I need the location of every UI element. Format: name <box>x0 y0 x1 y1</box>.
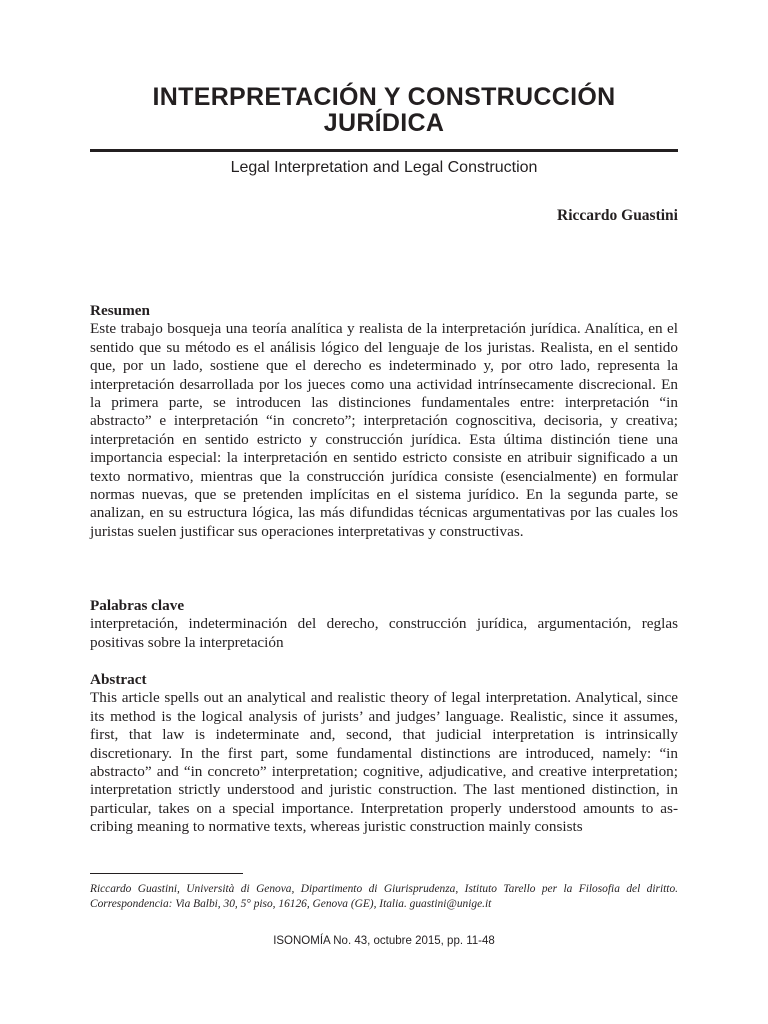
resumen-heading: Resumen <box>90 302 150 319</box>
keywords-heading: Palabras clave <box>90 597 185 614</box>
abstract-paragraph: This article spells out an analytical and realistic theory of legal interpretation. Analytical, since its method is the logical analysis of jurists’ and judges’ language. Realistic, since it assumes, first, that law is indeterminate and, second, that judicial interpretation is intrinsically discretionary. In the first part, some fundamental distinctions are introduced, namely: “in abstracto” and “in concreto” interpretation; cognitive, adjudicative, and creative interpretation; interpretation strictly understood and juristic construction. The last mentioned distinction, in particular, takes on a special importance. Interpretation properly understood amounts to ascribing meaning to normative texts, whereas juristic construction mainly consists <box>90 689 678 836</box>
author-name: Riccardo Guastini <box>557 207 678 224</box>
author-affiliation-footnote: Riccardo Guastini, Università di Genova, Dipartimento di Giurisprudenza, Istituto Tarello per la Filosofia del diritto. Correspondencia: Via Balbi, 30, 5° piso, 16126, Genova (GE), Italia. guastini@unige.it <box>90 883 678 910</box>
article-title: INTERPRETACIÓN Y CONSTRUCCIÓN JURÍDICA <box>152 83 616 137</box>
title-divider <box>90 149 678 152</box>
journal-citation: ISONOMÍA No. 43, octubre 2015, pp. 11-48 <box>273 935 495 947</box>
footnote-divider <box>90 873 243 874</box>
keywords-list: interpretación, indeterminación del derecho, construcción jurídica, argumentación, reglas positivas sobre la interpretación <box>90 615 678 651</box>
abstract-heading: Abstract <box>90 671 147 688</box>
resumen-section <box>90 302 678 541</box>
resumen-paragraph: Este trabajo bosqueja una teoría analítica y realista de la interpretación jurídica. Analítica, en el sentido que su método es el análisis lógico del lenguaje de los juristas. Realista, en el sentido que, por un lado, sostiene que el derecho es indeterminado y, por otro lado, representa la interpretación desarrollada por los jueces como una actividad intrínsecamente discrecional. En la primera parte, se introducen las distinciones fundamentales entre: interpretación “in abstracto” e interpretación “in concreto”; interpretación cognoscitiva, decisoria, y creativa; interpretación en sentido estricto y construcción jurídica. Esta última distinción tiene una importancia especial: la interpretación en sentido estricto consiste en atribuir significado a un texto normativo, mientras que la construcción jurídica consiste (esencialmente) en formular normas nuevas, que se pretenden implícitas en el sistema jurídico. En la segunda parte, se analizan, en su estructura lógica, las más difundidas técnicas argumentativas por las cuales los juristas suelen justificar sus operaciones interpretativas y constructivas. <box>90 320 678 540</box>
abstract-section <box>90 671 678 837</box>
keywords-section <box>90 597 678 652</box>
article-subtitle: Legal Interpretation and Legal Construction <box>230 159 538 176</box>
